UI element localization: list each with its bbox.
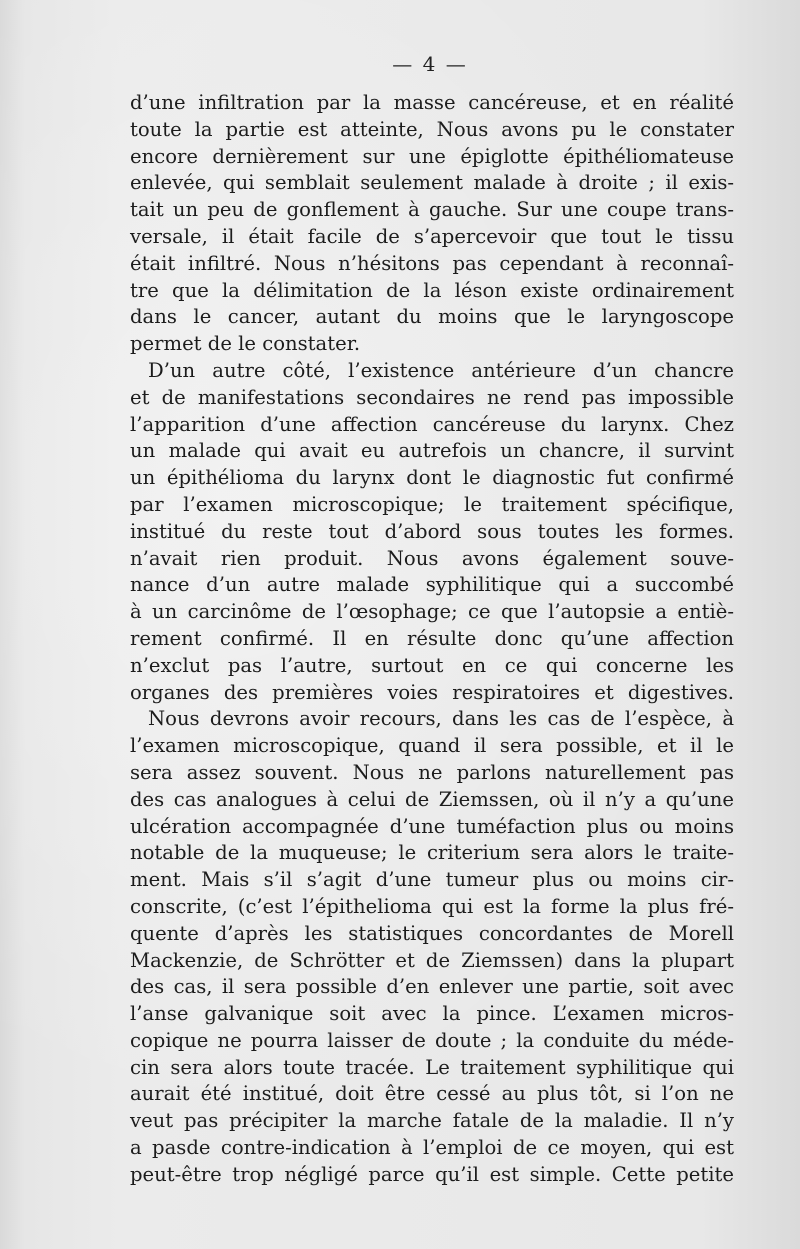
text-line: conscrite, (c’est l’épithelioma qui est la forme la plus fré- [130,894,734,918]
paragraph-1 [130,90,734,358]
text-line: sera assez souvent. Nous ne parlons naturellement pas [130,760,734,784]
text-line: par l’examen microscopique; le traitement spécifique, [130,492,734,516]
paragraph-2 [130,358,734,706]
text-line: des cas analogues à celui de Ziemssen, où il n’y a qu’une [130,787,734,811]
text-line: ulcération accompagnée d’une tuméfaction plus ou moins [130,814,734,838]
text-line: n’avait rien produit. Nous avons également souve- [130,546,734,570]
text-line: versale, il était facile de s’apercevoir que tout le tissu [130,224,734,248]
text-line: a pasde contre-indication à l’emploi de ce moyen, qui est [130,1136,734,1160]
text-line: D’un autre côté, l’existence antérieure d’un chancre [148,358,734,382]
text-line: et de manifestations secondaires ne rend pas impossible [130,385,734,409]
text-line: ment. Mais s’il s’agit d’une tumeur plus ou moins cir- [130,868,734,892]
text-line: l’apparition d’une affection cancéreuse du larynx. Chez [130,412,734,436]
text-line: aurait été institué, doit être cessé au plus tôt, si l’on ne [130,1082,734,1106]
text-line: peut-être trop négligé parce qu’il est simple. Cette petite [130,1162,734,1186]
text-line: des cas, il sera possible d’en enlever une partie, soit avec [130,975,734,999]
text-line: institué du reste tout d’abord sous toutes les formes. [130,519,734,543]
text-line: à un carcinôme de l’œsophage; ce que l’autopsie a entiè- [130,600,734,624]
text-line: d’une infiltration par la masse cancéreuse, et en réalité [130,91,734,114]
text-line: tre que la délimitation de la léson existe ordinairement [130,278,734,302]
text-line: un épithélioma du larynx dont le diagnostic fut confirmé [130,466,734,490]
text-line: permet de le constater. [130,332,361,356]
text-line: cin sera alors toute tracée. Le traitement syphilitique qui [130,1055,734,1079]
text-line: veut pas précipiter la marche fatale de la maladie. Il n’y [130,1109,734,1133]
text-line: toute la partie est atteinte, Nous avons pu le constater [130,117,734,141]
page-number: — 4 — [392,52,468,76]
text-line: dans le cancer, autant du moins que le laryngoscope [130,305,734,329]
paragraph-3 [130,706,734,1188]
text-line: quente d’après les statistiques concordantes de Morell [130,921,734,945]
text-line: était infiltré. Nous n’hésitons pas cependant à reconnaî- [130,251,734,275]
text-line: tait un peu de gonflement à gauche. Sur une coupe trans- [130,198,734,222]
text-line: un malade qui avait eu autrefois un chancre, il survint [130,439,734,463]
text-line: Mackenzie, de Schrötter et de Ziemssen) dans la plupart [130,948,734,972]
text-line: n’exclut pas l’autre, surtout en ce qui concerne les [130,653,734,677]
text-line: Nous devrons avoir recours, dans les cas de l’espèce, à [148,707,734,731]
text-line: notable de la muqueuse; le criterium sera alors le traite- [130,841,734,865]
body-text [130,90,734,1189]
text-line: copique ne pourra laisser de doute ; la conduite du méde- [130,1028,734,1052]
text-line: l’anse galvanique soit avec la pince. L’examen micros- [130,1002,734,1026]
text-line: encore dernièrement sur une épiglotte épithéliomateuse [130,144,734,168]
text-line: enlevée, qui semblait seulement malade à droite ; il exis- [130,171,734,195]
text-line: rement confirmé. Il en résulte donc qu’une affection [130,626,734,650]
text-line: l’examen microscopique, quand il sera possible, et il le [130,734,734,758]
text-line: organes des premières voies respiratoires et digestives. [130,680,734,704]
text-line: nance d’un autre malade syphilitique qui a succombé [130,573,734,597]
